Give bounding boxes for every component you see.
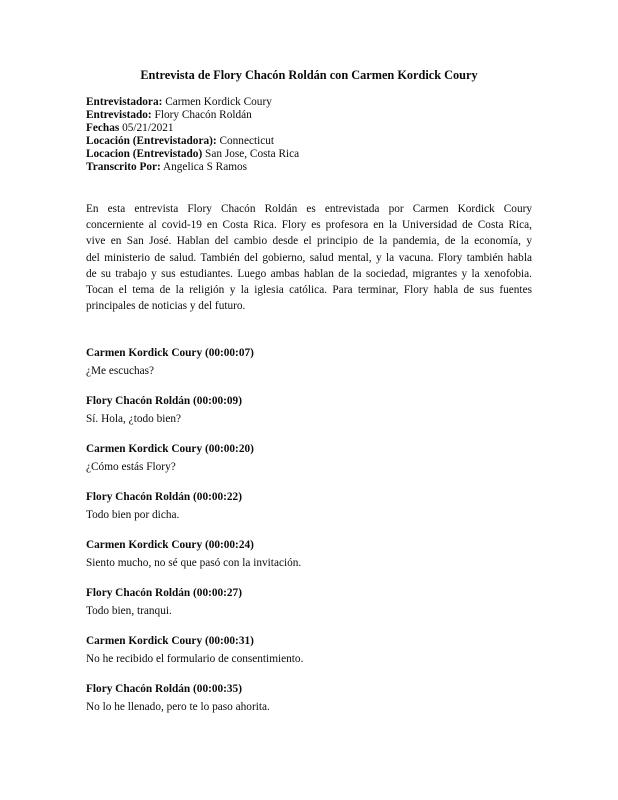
metadata-label: Locacion (Entrevistado) bbox=[86, 148, 203, 160]
metadata-value: Connecticut bbox=[219, 135, 275, 147]
summary-line: principales de noticias y del futuro. bbox=[86, 300, 246, 313]
dialogue-entry bbox=[86, 441, 532, 476]
dialogue-entry bbox=[86, 537, 532, 572]
timestamp: (00:00:27) bbox=[193, 587, 242, 600]
dialogue-entry bbox=[86, 681, 532, 716]
timestamp: (00:00:07) bbox=[204, 347, 254, 360]
speaker-name: Carmen Kordick Coury bbox=[86, 347, 203, 360]
metadata-line bbox=[86, 161, 532, 174]
metadata-value: San Jose, Costa Rica bbox=[205, 148, 300, 160]
metadata-label: Entrevistadora: bbox=[86, 96, 163, 108]
utterance: Siento mucho, no sé que pasó con la invitación. bbox=[86, 556, 302, 569]
transcript bbox=[86, 345, 532, 716]
summary-line: de su trabajo y sus estudiantes. Luego ambas hablan de la sociedad, migrantes y la xenofobia. bbox=[86, 267, 532, 280]
metadata-value: Angelica S Ramos bbox=[162, 161, 248, 173]
metadata-value: Carmen Kordick Coury bbox=[165, 96, 272, 108]
utterance: Todo bien, tranqui. bbox=[86, 604, 172, 617]
metadata-line bbox=[86, 109, 532, 122]
summary-line: del ministerio de salud. También del gobierno, salud mental, y la vacuna. Flory también habla bbox=[86, 251, 532, 264]
metadata-label: Locación (Entrevistadora): bbox=[86, 135, 217, 147]
dialogue-entry bbox=[86, 345, 532, 380]
dialogue-entry bbox=[86, 393, 532, 428]
metadata-label: Entrevistado: bbox=[86, 109, 152, 121]
speaker-line bbox=[86, 345, 532, 363]
timestamp: (00:00:09) bbox=[193, 395, 242, 408]
dialogue-entry bbox=[86, 585, 532, 620]
timestamp: (00:00:35) bbox=[193, 683, 242, 696]
speaker-line bbox=[86, 633, 532, 651]
utterance: No he recibido el formulario de consentimiento. bbox=[86, 652, 304, 665]
speaker-line bbox=[86, 537, 532, 555]
speaker-line bbox=[86, 489, 532, 507]
speaker-line bbox=[86, 393, 532, 411]
summary-line: vive en San José. Hablan del cambio desde el principio de la pandemia, de la economía, y bbox=[86, 235, 532, 248]
utterance: Todo bien por dicha. bbox=[86, 508, 180, 521]
summary-line: concerniente al covid-19 en Costa Rica. Flory es profesora en la Universidad de Costa Rica, bbox=[86, 219, 532, 232]
metadata-value: Flory Chacón Roldán bbox=[154, 109, 252, 121]
metadata-label: Transcrito Por: bbox=[86, 161, 161, 173]
speaker-name: Flory Chacón Roldán bbox=[86, 587, 191, 600]
metadata-line bbox=[86, 148, 532, 161]
timestamp: (00:00:31) bbox=[204, 635, 254, 648]
summary-line: Tocan el tema de la religión y la iglesia católica. Para terminar, Flory habla de sus fuentes bbox=[86, 284, 532, 297]
utterance: Sí. Hola, ¿todo bien? bbox=[86, 413, 182, 425]
speaker-line bbox=[86, 681, 532, 699]
speaker-name: Flory Chacón Roldán bbox=[86, 395, 191, 408]
summary-line: En esta entrevista Flory Chacón Roldán es entrevistada por Carmen Kordick Coury bbox=[86, 203, 532, 215]
document-title: Entrevista de Flory Chacón Roldán con Carmen Kordick Coury bbox=[140, 68, 478, 82]
utterance: No lo he llenado, pero te lo paso ahorita. bbox=[86, 700, 270, 713]
timestamp: (00:00:20) bbox=[204, 443, 254, 456]
metadata-line bbox=[86, 135, 532, 148]
metadata-label: Fechas bbox=[86, 122, 120, 134]
speaker-line bbox=[86, 585, 532, 603]
utterance: ¿Cómo estás Flory? bbox=[86, 460, 176, 473]
speaker-name: Carmen Kordick Coury bbox=[86, 635, 203, 648]
speaker-line bbox=[86, 441, 532, 459]
timestamp: (00:00:24) bbox=[204, 539, 254, 552]
speaker-name: Flory Chacón Roldán bbox=[86, 491, 191, 504]
timestamp: (00:00:22) bbox=[193, 491, 242, 504]
speaker-name: Carmen Kordick Coury bbox=[86, 443, 203, 456]
metadata-value: 05/21/2021 bbox=[122, 122, 174, 134]
metadata-line bbox=[86, 96, 532, 109]
speaker-name: Flory Chacón Roldán bbox=[86, 683, 191, 696]
speaker-name: Carmen Kordick Coury bbox=[86, 539, 203, 552]
dialogue-entry bbox=[86, 489, 532, 524]
metadata-line bbox=[86, 122, 532, 135]
utterance: ¿Me escuchas? bbox=[86, 365, 155, 378]
dialogue-entry bbox=[86, 633, 532, 668]
summary-paragraph bbox=[86, 201, 532, 314]
metadata-block bbox=[86, 96, 532, 174]
